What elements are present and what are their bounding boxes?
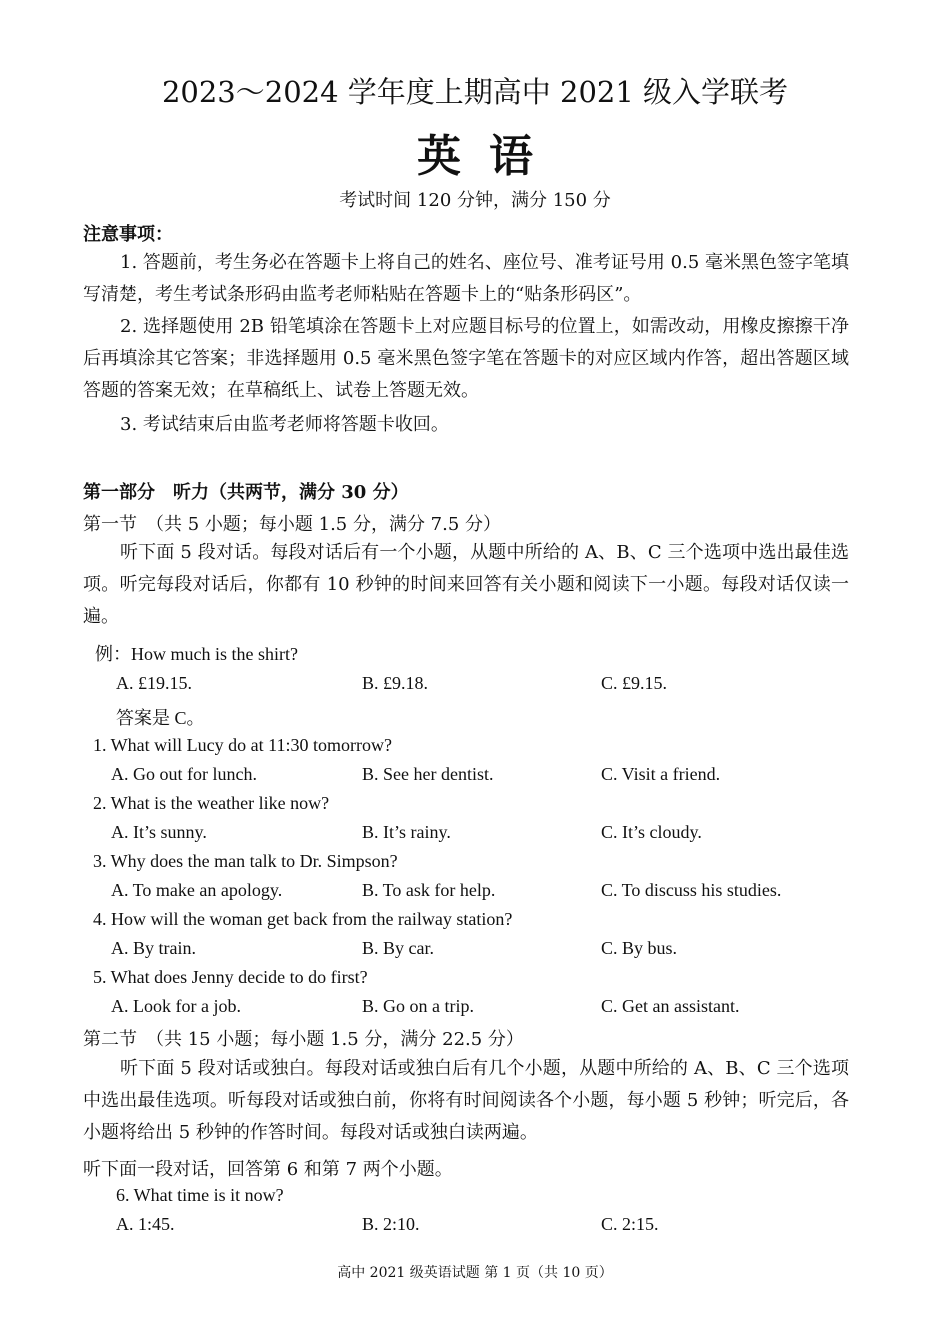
q3-option-c: C. To discuss his studies. <box>601 880 782 900</box>
exam-title: 2023～2024 学年度上期高中 2021 级入学联考 <box>161 75 789 109</box>
example-option-b: B. £9.18. <box>362 673 429 693</box>
q2-option-c: C. It’s cloudy. <box>601 822 702 842</box>
q2-option-b: B. It’s rainy. <box>362 822 451 842</box>
notice-item-1: 1. 答题前，考生务必在答题卡上将自己的姓名、座位号、准考证号用 0.5 毫米黑色签字笔填写清楚，考生考试条形码由监考老师粘贴在答题卡上的“贴条形码区”。 <box>83 252 849 305</box>
q3-option-a: A. To make an apology. <box>111 880 283 900</box>
page-footer: 高中 2021 级英语试题 第 1 页（共 10 页） <box>337 1265 613 1281</box>
question-4: 4. How will the woman get back from the railway station? <box>93 909 513 929</box>
q6-option-b: B. 2:10. <box>362 1214 420 1234</box>
q6-option-c: C. 2:15. <box>601 1214 659 1234</box>
example-option-a: A. £19.15. <box>116 673 192 693</box>
notice-item-2: 2. 选择题使用 2B 铅笔填涂在答题卡上对应题目标号的位置上，如需改动，用橡皮擦擦干净后再填涂其它答案；非选择题用 0.5 毫米黑色签字笔在答题卡的对应区域内作答，超出答题区域答题的答案无效；在草稿纸上、试卷上答题无效。 <box>83 316 849 401</box>
example-option-c: C. £9.15. <box>601 673 668 693</box>
question-5: 5. What does Jenny decide to do first? <box>93 967 368 987</box>
exam-info: 考试时间 120 分钟，满分 150 分 <box>339 190 611 211</box>
q5-option-a: A. Look for a job. <box>111 996 241 1016</box>
section2-heading: 第二节 （共 15 小题；每小题 1.5 分，满分 22.5 分） <box>83 1029 524 1050</box>
q4-option-c: C. By bus. <box>601 938 678 958</box>
q6-option-a: A. 1:45. <box>116 1214 175 1234</box>
part1-heading: 第一部分 听力（共两节，满分 30 分） <box>83 482 409 503</box>
q3-option-b: B. To ask for help. <box>362 880 496 900</box>
question-2: 2. What is the weather like now? <box>93 793 330 813</box>
question-6: 6. What time is it now? <box>116 1185 284 1205</box>
example-question: 例：How much is the shirt? <box>95 644 298 664</box>
q1-option-c: C. Visit a friend. <box>601 764 721 784</box>
section1-heading: 第一节 （共 5 小题；每小题 1.5 分，满分 7.5 分） <box>83 514 502 535</box>
notice-heading: 注意事项： <box>83 224 173 245</box>
section2-lead: 听下面一段对话，回答第 6 和第 7 两个小题。 <box>83 1159 453 1180</box>
example-answer: 答案是 C。 <box>116 708 205 728</box>
q2-option-a: A. It’s sunny. <box>111 822 207 842</box>
section1-instructions: 听下面 5 段对话。每段对话后有一个小题，从题中所给的 A、B、C 三个选项中选出最佳选项。听完每段对话后，你都有 10 秒钟的时间来回答有关小题和阅读下一小题。每段对话仅读一遍。 <box>83 542 849 627</box>
notice-item-3: 3. 考试结束后由监考老师将答题卡收回。 <box>120 414 449 435</box>
q1-option-a: A. Go out for lunch. <box>111 764 257 784</box>
q5-option-b: B. Go on a trip. <box>362 996 474 1016</box>
question-3: 3. Why does the man talk to Dr. Simpson? <box>93 851 398 871</box>
section2-instructions: 听下面 5 段对话或独白。每段对话或独白后有几个小题，从题中所给的 A、B、C 三个选项中选出最佳选项。听每段对话或独白前，你将有时间阅读各个小题，每小题 5 秒钟；听完后，各小题将给出 5 秒钟的作答时间。每段对话或独白读两遍。 <box>83 1058 849 1143</box>
question-1: 1. What will Lucy do at 11:30 tomorrow? <box>93 735 392 755</box>
q4-option-b: B. By car. <box>362 938 434 958</box>
q5-option-c: C. Get an assistant. <box>601 996 740 1016</box>
q4-option-a: A. By train. <box>111 938 196 958</box>
subject-title: 英语 <box>417 131 561 182</box>
q1-option-b: B. See her dentist. <box>362 764 494 784</box>
